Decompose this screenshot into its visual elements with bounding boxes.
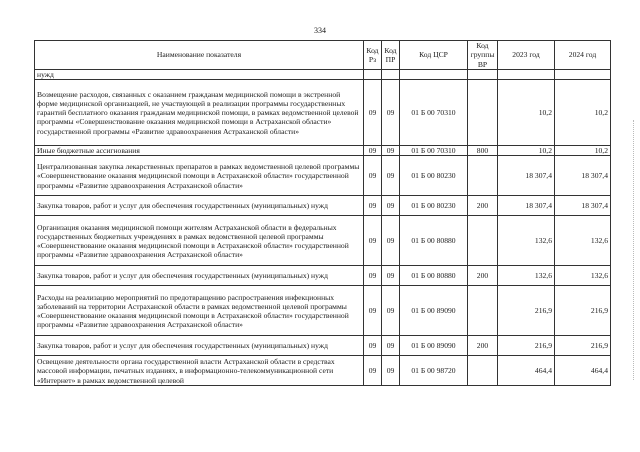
- header-2023: 2023 год: [498, 41, 555, 70]
- row-vr: [468, 286, 498, 336]
- row-name: Иные бюджетные ассигнования: [35, 146, 364, 156]
- row-2024: 132,6: [555, 216, 611, 266]
- table-row: [35, 146, 611, 156]
- row-2023: 18 307,4: [498, 196, 555, 216]
- header-2024: 2024 год: [555, 41, 611, 70]
- scan-edge-marks: [627, 120, 634, 380]
- row-2024: 10,2: [555, 80, 611, 146]
- budget-table: [34, 40, 611, 386]
- table-row: [35, 196, 611, 216]
- row-name: Закупка товаров, работ и услуг для обеспечения государственных (муниципальных) нужд: [35, 336, 364, 356]
- row-vr: [468, 80, 498, 146]
- table-row: [35, 80, 611, 146]
- table-row: [35, 266, 611, 286]
- row-vr: [468, 216, 498, 266]
- row-csr: 01 Б 00 70310: [400, 80, 468, 146]
- row-csr: 01 Б 00 80880: [400, 266, 468, 286]
- row-csr: 01 Б 00 80230: [400, 196, 468, 216]
- row-2023: 10,2: [498, 80, 555, 146]
- row-csr: 01 Б 00 89090: [400, 286, 468, 336]
- row-csr: [400, 70, 468, 80]
- row-2023: 464,4: [498, 356, 555, 386]
- row-2023: 216,9: [498, 336, 555, 356]
- row-vr: [468, 156, 498, 196]
- row-pr: [382, 70, 400, 80]
- row-pr: 09: [382, 196, 400, 216]
- row-name: Расходы на реализацию мероприятий по предотвращению распространения инфекционных заболеваний на территории Астраханской области в рамках ведомственной целевой программы «Совершенствование оказания медицинской помощи в Астраханской области» государственной программы «Развитие здравоохранения Астраханской области»: [35, 286, 364, 336]
- row-vr: [468, 356, 498, 386]
- row-name: Возмещение расходов, связанных с оказанием гражданам медицинской помощи в экстренной форме медицинской организацией, не участвующей в реализации программы государственных гарантий бесплатного оказания гражданам медицинской помощи, в рамках ведомственной целевой программы «Совершенствование оказания медицинской помощи в Астраханской области» государственной программы «Развитие здравоохранения Астраханской области»: [35, 80, 364, 146]
- table-header-row: [35, 41, 611, 70]
- row-2023: 10,2: [498, 146, 555, 156]
- row-vr: 200: [468, 196, 498, 216]
- table-row: [35, 156, 611, 196]
- row-2024: 18 307,4: [555, 196, 611, 216]
- row-vr: 200: [468, 266, 498, 286]
- row-rz: 09: [364, 146, 382, 156]
- table-row: [35, 216, 611, 266]
- row-rz: 09: [364, 216, 382, 266]
- row-name: Организация оказания медицинской помощи жителям Астраханской области в федеральных государственных бюджетных учреждениях в рамках ведомственной целевой программы «Совершенствование оказания медицинской помощи в Астраханской области» государственной программы «Развитие здравоохранения Астраханской области»: [35, 216, 364, 266]
- row-2024: 464,4: [555, 356, 611, 386]
- row-rz: [364, 70, 382, 80]
- row-2024: 18 307,4: [555, 156, 611, 196]
- row-name: Освещение деятельности органа государственной власти Астраханской области в средствах массовой информации, печатных изданиях, в информационно-телекоммуникационной сети «Интернет» в рамках ведомственной целевой: [35, 356, 364, 386]
- row-2024: 216,9: [555, 286, 611, 336]
- row-pr: 09: [382, 336, 400, 356]
- row-pr: 09: [382, 266, 400, 286]
- row-rz: 09: [364, 266, 382, 286]
- header-vr: Код группы ВР: [468, 41, 498, 70]
- row-2024: [555, 70, 611, 80]
- row-pr: 09: [382, 146, 400, 156]
- row-pr: 09: [382, 286, 400, 336]
- row-vr: 200: [468, 336, 498, 356]
- row-2023: 216,9: [498, 286, 555, 336]
- row-2024: 132,6: [555, 266, 611, 286]
- row-name: Централизованная закупка лекарственных препаратов в рамках ведомственной целевой программы «Совершенствование оказания медицинской помощи в Астраханской области» государственной программы «Развитие здравоохранения Астраханской области»: [35, 156, 364, 196]
- row-vr: 800: [468, 146, 498, 156]
- row-rz: 09: [364, 336, 382, 356]
- row-pr: 09: [382, 216, 400, 266]
- row-rz: 09: [364, 156, 382, 196]
- table-row: [35, 356, 611, 386]
- row-2024: 10,2: [555, 146, 611, 156]
- table-row: [35, 336, 611, 356]
- row-rz: 09: [364, 80, 382, 146]
- table-row: [35, 286, 611, 336]
- header-name: Наименование показателя: [35, 41, 364, 70]
- row-rz: 09: [364, 286, 382, 336]
- table-row: [35, 70, 611, 80]
- row-vr: [468, 70, 498, 80]
- row-2023: 132,6: [498, 266, 555, 286]
- header-pr: Код ПР: [382, 41, 400, 70]
- row-name: нужд: [35, 70, 364, 80]
- row-2024: 216,9: [555, 336, 611, 356]
- row-name: Закупка товаров, работ и услуг для обеспечения государственных (муниципальных) нужд: [35, 266, 364, 286]
- row-csr: 01 Б 00 89090: [400, 336, 468, 356]
- row-rz: 09: [364, 356, 382, 386]
- row-2023: 18 307,4: [498, 156, 555, 196]
- row-rz: 09: [364, 196, 382, 216]
- header-rz: Код Рз: [364, 41, 382, 70]
- page-number: 334: [314, 26, 326, 35]
- row-csr: 01 Б 00 98720: [400, 356, 468, 386]
- row-2023: [498, 70, 555, 80]
- row-csr: 01 Б 00 80880: [400, 216, 468, 266]
- row-pr: 09: [382, 356, 400, 386]
- row-csr: 01 Б 00 70310: [400, 146, 468, 156]
- row-csr: 01 Б 00 80230: [400, 156, 468, 196]
- row-name: Закупка товаров, работ и услуг для обеспечения государственных (муниципальных) нужд: [35, 196, 364, 216]
- row-2023: 132,6: [498, 216, 555, 266]
- header-csr: Код ЦСР: [400, 41, 468, 70]
- row-pr: 09: [382, 156, 400, 196]
- row-pr: 09: [382, 80, 400, 146]
